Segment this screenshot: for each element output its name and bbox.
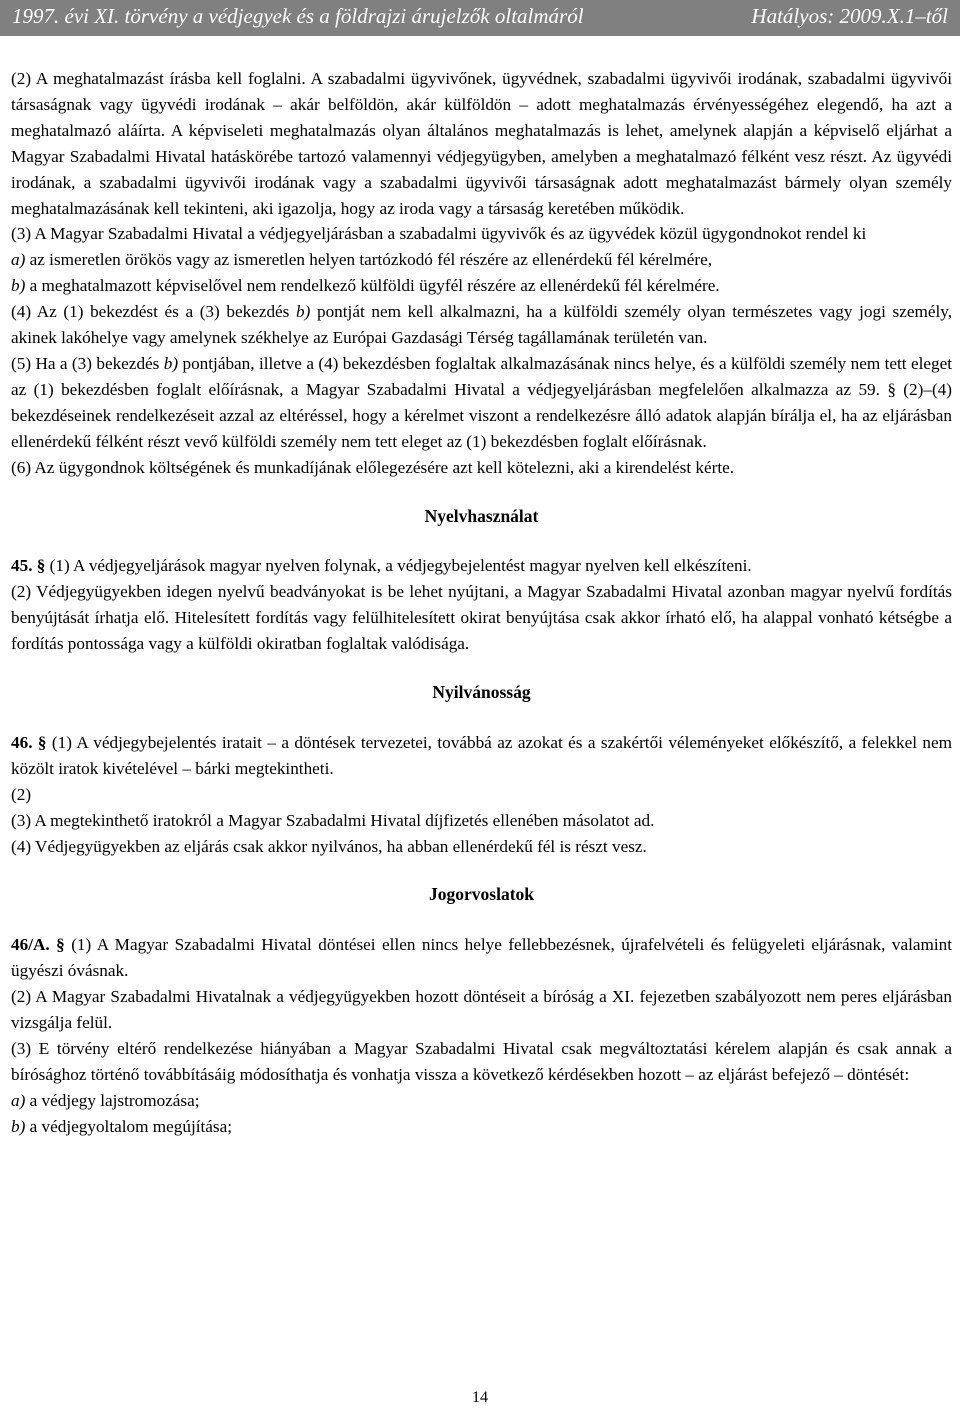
text-run: (1) A védjegybejelentés iratait – a döntések tervezetei, továbbá az azokat és a szakértői véleményeket előkészítő, a felekkel nem közölt iratok kivételével – bárki megtekintheti. — [11, 732, 952, 778]
paragraph: (2) A meghatalmazást írásba kell foglalni. A szabadalmi ügyvivőnek, ügyvédnek, szabadalmi ügyvivői irodának, szabadalmi ügyvivői társaságnak vagy ügyvédi irodának – akár belföldön, akár külföldön – adott meghatalmazás érvényességéhez elegendő, ha azt a meghatalmazó aláírta. A képviseleti meghatalmazás olyan általános meghatalmazás is lehet, amelynek alapján a képviselő eljárhat a Magyar Szabadalmi Hivatal hatáskörébe tartozó valamennyi védjegyügyben, amelyben a meghatalmazó félként vesz részt. Az ügyvédi irodának, a szabadalmi ügyvivői irodának vagy a szabadalmi ügyvivői társaságnak adott meghatalmazást bármely olyan személy meghatalmazásának kell tekinteni, aki igazolja, hogy az iroda vagy a társaság keretében működik. — [11, 69, 952, 218]
document-body — [11, 66, 952, 1140]
paragraph: (2) Védjegyügyekben idegen nyelvű beadványokat is be lehet nyújtani, a Magyar Szabadalmi Hivatal azonban magyar nyelvű fordítás benyújtását írhatja elő. Hitelesített fordítás vagy felülhitelesített okirat benyújtása csak akkor írható elő, ha alappal vonható kétségbe a fordítás pontossága vagy a külföldi okiratban foglaltak valódisága. — [11, 582, 952, 654]
section-heading: Jogorvoslatok — [429, 884, 534, 905]
list-label: a) — [11, 1090, 26, 1110]
section-heading: Nyilvánosság — [432, 682, 531, 703]
header-effective-date: Hatályos: 2009.X.1–től — [751, 4, 948, 28]
section-number: 46. § — [11, 732, 47, 752]
list-text: a meghatalmazott képviselővel nem rendelkező külföldi ügyfél részére az ellenérdekű fél kérelmére. — [25, 276, 720, 296]
list-label: b) — [11, 1116, 26, 1136]
section-paragraph — [11, 553, 952, 579]
list-item — [11, 1114, 952, 1140]
list-text: a védjegy lajstromozása; — [25, 1090, 200, 1110]
text-run: (4) Az (1) bekezdést és a (3) bekezdés — [11, 302, 297, 322]
list-label: a) — [11, 250, 26, 270]
section-number: 45. § — [11, 556, 46, 576]
paragraph: (6) Az ügygondnok költségének és munkadíjának előlegezésére azt kell kötelezni, aki a kirendelést kérte. — [11, 457, 735, 477]
section-paragraph — [11, 730, 952, 782]
running-header — [0, 0, 960, 36]
text-run: pontjában, illetve a (4) bekezdésben foglaltak alkalmazásának nincs helye, és a külföldi személy nem tett eleget az (1) bekezdésben foglalt előírásnak, a Magyar Szabadalmi Hivatal a védjegyeljárásban megfelelően alkalmazza az 59. § (2)–(4) bekezdéseinek rendelkezéseit azzal az eltéréssel, hogy a kérelmet viszont a rendelkezésre álló adatok alapján bírálja el, ha az eljárásban ellenérdekű félként részt vevő külföldi személy nem tett eleget az (1) bekezdésben foglalt előírásnak. — [11, 353, 952, 451]
paragraph: (2) — [11, 784, 32, 804]
header-title: 1997. évi XI. törvény a védjegyek és a földrajzi árujelzők oltalmáról — [12, 4, 584, 28]
list-text: a védjegyoltalom megújítása; — [25, 1116, 232, 1136]
italic-ref: b) — [296, 302, 311, 322]
page-number: 14 — [472, 1389, 488, 1406]
list-item — [11, 273, 952, 299]
list-item — [11, 247, 952, 273]
text-run: (1) A Magyar Szabadalmi Hivatal döntései ellen nincs helye fellebbezésnek, újrafelvételi és felügyeleti eljárásnak, valamint ügyészi óvásnak. — [11, 935, 953, 981]
list-text: az ismeretlen örökös vagy az ismeretlen helyen tartózkodó fél részére az ellenérdekű fél kérelmére, — [25, 250, 713, 270]
paragraph: (3) A megtekinthető iratokról a Magyar Szabadalmi Hivatal díjfizetés ellenében másolatot ad. — [11, 810, 655, 830]
paragraph: (2) A Magyar Szabadalmi Hivatalnak a védjegyügyekben hozott döntéseit a bíróság a XI. fejezetben szabályozott nem peres eljárásban vizsgálja felül. — [11, 987, 952, 1033]
list-item — [11, 1088, 952, 1114]
section-number: 46/A. § — [11, 935, 65, 955]
text-run: pontját nem kell alkalmazni, ha a külföldi személy olyan természetes vagy jogi személy, akinek lakóhelye vagy amelynek székhelye az Európai Gazdasági Térség tagállamának területén van. — [11, 302, 953, 348]
text-run: (1) A védjegyeljárások magyar nyelven folynak, a védjegybejelentést magyar nyelven kell elkészíteni. — [45, 556, 752, 576]
italic-ref: b) — [163, 353, 179, 373]
paragraph: (3) A Magyar Szabadalmi Hivatal a védjegyeljárásban a szabadalmi ügyvivők és az ügyvédek közül ügygondnokot rendel ki — [11, 224, 867, 244]
paragraph: (3) E törvény eltérő rendelkezése hiányában a Magyar Szabadalmi Hivatal csak megváltoztatási kérelem alapján és csak annak a bírósághoz történő továbbításáig módosíthatja és vonhatja vissza a következő kérdésekben hozott – az eljárást befejező – döntését: — [11, 1039, 952, 1084]
paragraph — [11, 351, 952, 455]
section-paragraph — [11, 932, 952, 984]
list-label: b) — [11, 276, 26, 296]
text-run: (5) Ha a (3) bekezdés — [11, 353, 164, 373]
section-heading: Nyelvhasználat — [424, 505, 539, 526]
paragraph — [11, 299, 952, 351]
paragraph: (4) Védjegyügyekben az eljárás csak akkor nyilvános, ha abban ellenérdekű fél is részt vesz. — [11, 836, 647, 856]
